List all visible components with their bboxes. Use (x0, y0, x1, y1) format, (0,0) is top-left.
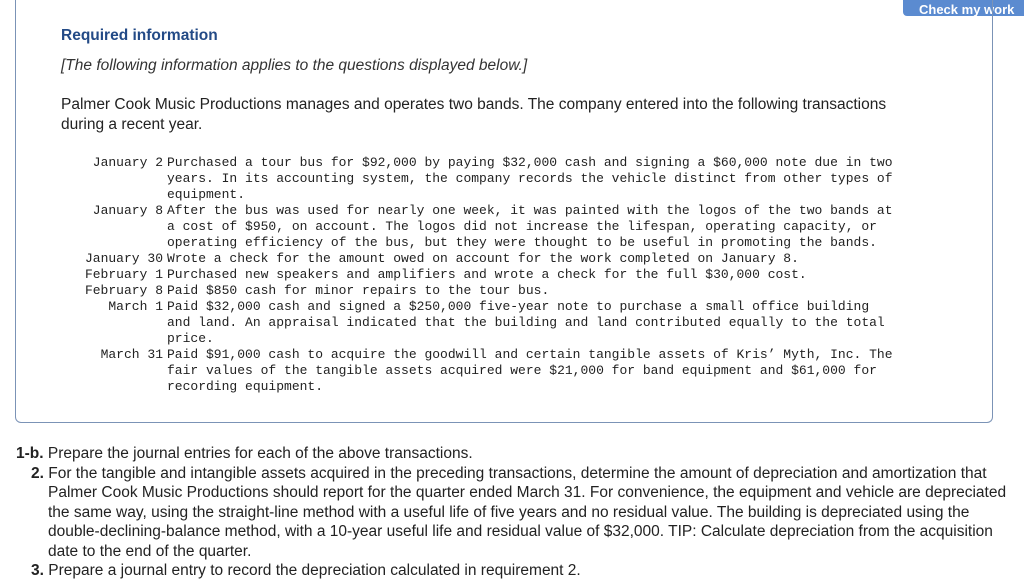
transaction-row (0, 267, 1024, 283)
question-number: 3. (31, 562, 44, 579)
transaction-month: January (92, 203, 148, 218)
question-item (16, 444, 1016, 464)
transaction-date (108, 299, 163, 315)
question-text: Prepare the journal entries for each of the above transactions. (47, 445, 473, 462)
transaction-list (0, 155, 1024, 395)
transaction-row (0, 299, 1024, 347)
transaction-month: March (108, 299, 148, 314)
intro-paragraph: Palmer Cook Music Productions manages and operates two bands. The company entered into the following transactions during a recent year. (61, 96, 887, 133)
transaction-date (85, 283, 163, 299)
question-text: For the tangible and intangible assets acquired in the preceding transactions, determine the amount of depreciation and amortization that Palmer Cook Music Productions should report for the quarter ended March 31. For convenience, the equipment and vehicle are depreciated the same way, using the straight-line method with a useful life of five years and no residual value. The building is depreciated using the double-declining-balance method, with a 10-year useful life and residual value of $32,000. TIP: Calculate depreciation from the acquisition date to the end of the quarter. (48, 464, 1007, 560)
transaction-date (93, 203, 163, 219)
transaction-date (85, 267, 163, 283)
transaction-month: February (84, 267, 148, 282)
transaction-text: Paid $32,000 cash and signed a $250,000 five-year note to purchase a small office building and land. An appraisal indicated that the building and land contributed equally to the total price. (167, 299, 885, 346)
transaction-row (0, 203, 1024, 251)
transaction-row (0, 347, 1024, 395)
transaction-date (101, 347, 163, 363)
transaction-day: 8 (155, 203, 163, 218)
question-number: 2. (31, 464, 44, 482)
transaction-date (93, 155, 163, 171)
questions-list (16, 444, 1016, 581)
transaction-row (0, 155, 1024, 203)
transaction-day: 31 (147, 347, 163, 362)
check-my-work-button[interactable]: Check my work (903, 0, 1024, 16)
transaction-month: February (84, 283, 148, 298)
transaction-day: 2 (155, 155, 163, 170)
transaction-day: 30 (147, 251, 163, 266)
transaction-month: January (92, 155, 148, 170)
applies-note: [The following information applies to the questions displayed below.] (61, 57, 528, 74)
question-number: 1-b. (16, 445, 44, 462)
transaction-date (85, 251, 163, 267)
transaction-day: 8 (155, 283, 163, 298)
transaction-text: Purchased a tour bus for $92,000 by paying $32,000 cash and signing a $60,000 note due in two years. In its accounting system, the company records the vehicle distinct from other types of equipment. (167, 155, 893, 202)
required-information-title: Required information (61, 27, 218, 44)
transaction-month: March (100, 347, 140, 362)
transaction-row (0, 283, 1024, 299)
transaction-day: 1 (155, 267, 163, 282)
question-text: Prepare a journal entry to record the depreciation calculated in requirement 2. (48, 562, 581, 579)
transaction-text: Purchased new speakers and amplifiers and wrote a check for the full $30,000 cost. (167, 267, 807, 282)
question-item (16, 464, 1016, 562)
transaction-text: Wrote a check for the amount owed on account for the work completed on January 8. (167, 251, 799, 266)
transaction-text: After the bus was used for nearly one week, it was painted with the logos of the two bands at a cost of $950, on account. The logos did not increase the lifespan, operating capacity, or operating efficiency of the bus, but they were thought to be useful in promoting the bands. (167, 203, 893, 250)
transaction-row (0, 251, 1024, 267)
question-item (16, 561, 1016, 581)
transaction-day: 1 (155, 299, 163, 314)
transaction-month: January (84, 251, 140, 266)
transaction-text: Paid $850 cash for minor repairs to the tour bus. (167, 283, 550, 298)
transaction-text: Paid $91,000 cash to acquire the goodwill and certain tangible assets of Kris’ Myth, Inc. The fair values of the tangible assets acquired were $21,000 for band equipment and $61,000 for recording equipment. (167, 347, 893, 394)
